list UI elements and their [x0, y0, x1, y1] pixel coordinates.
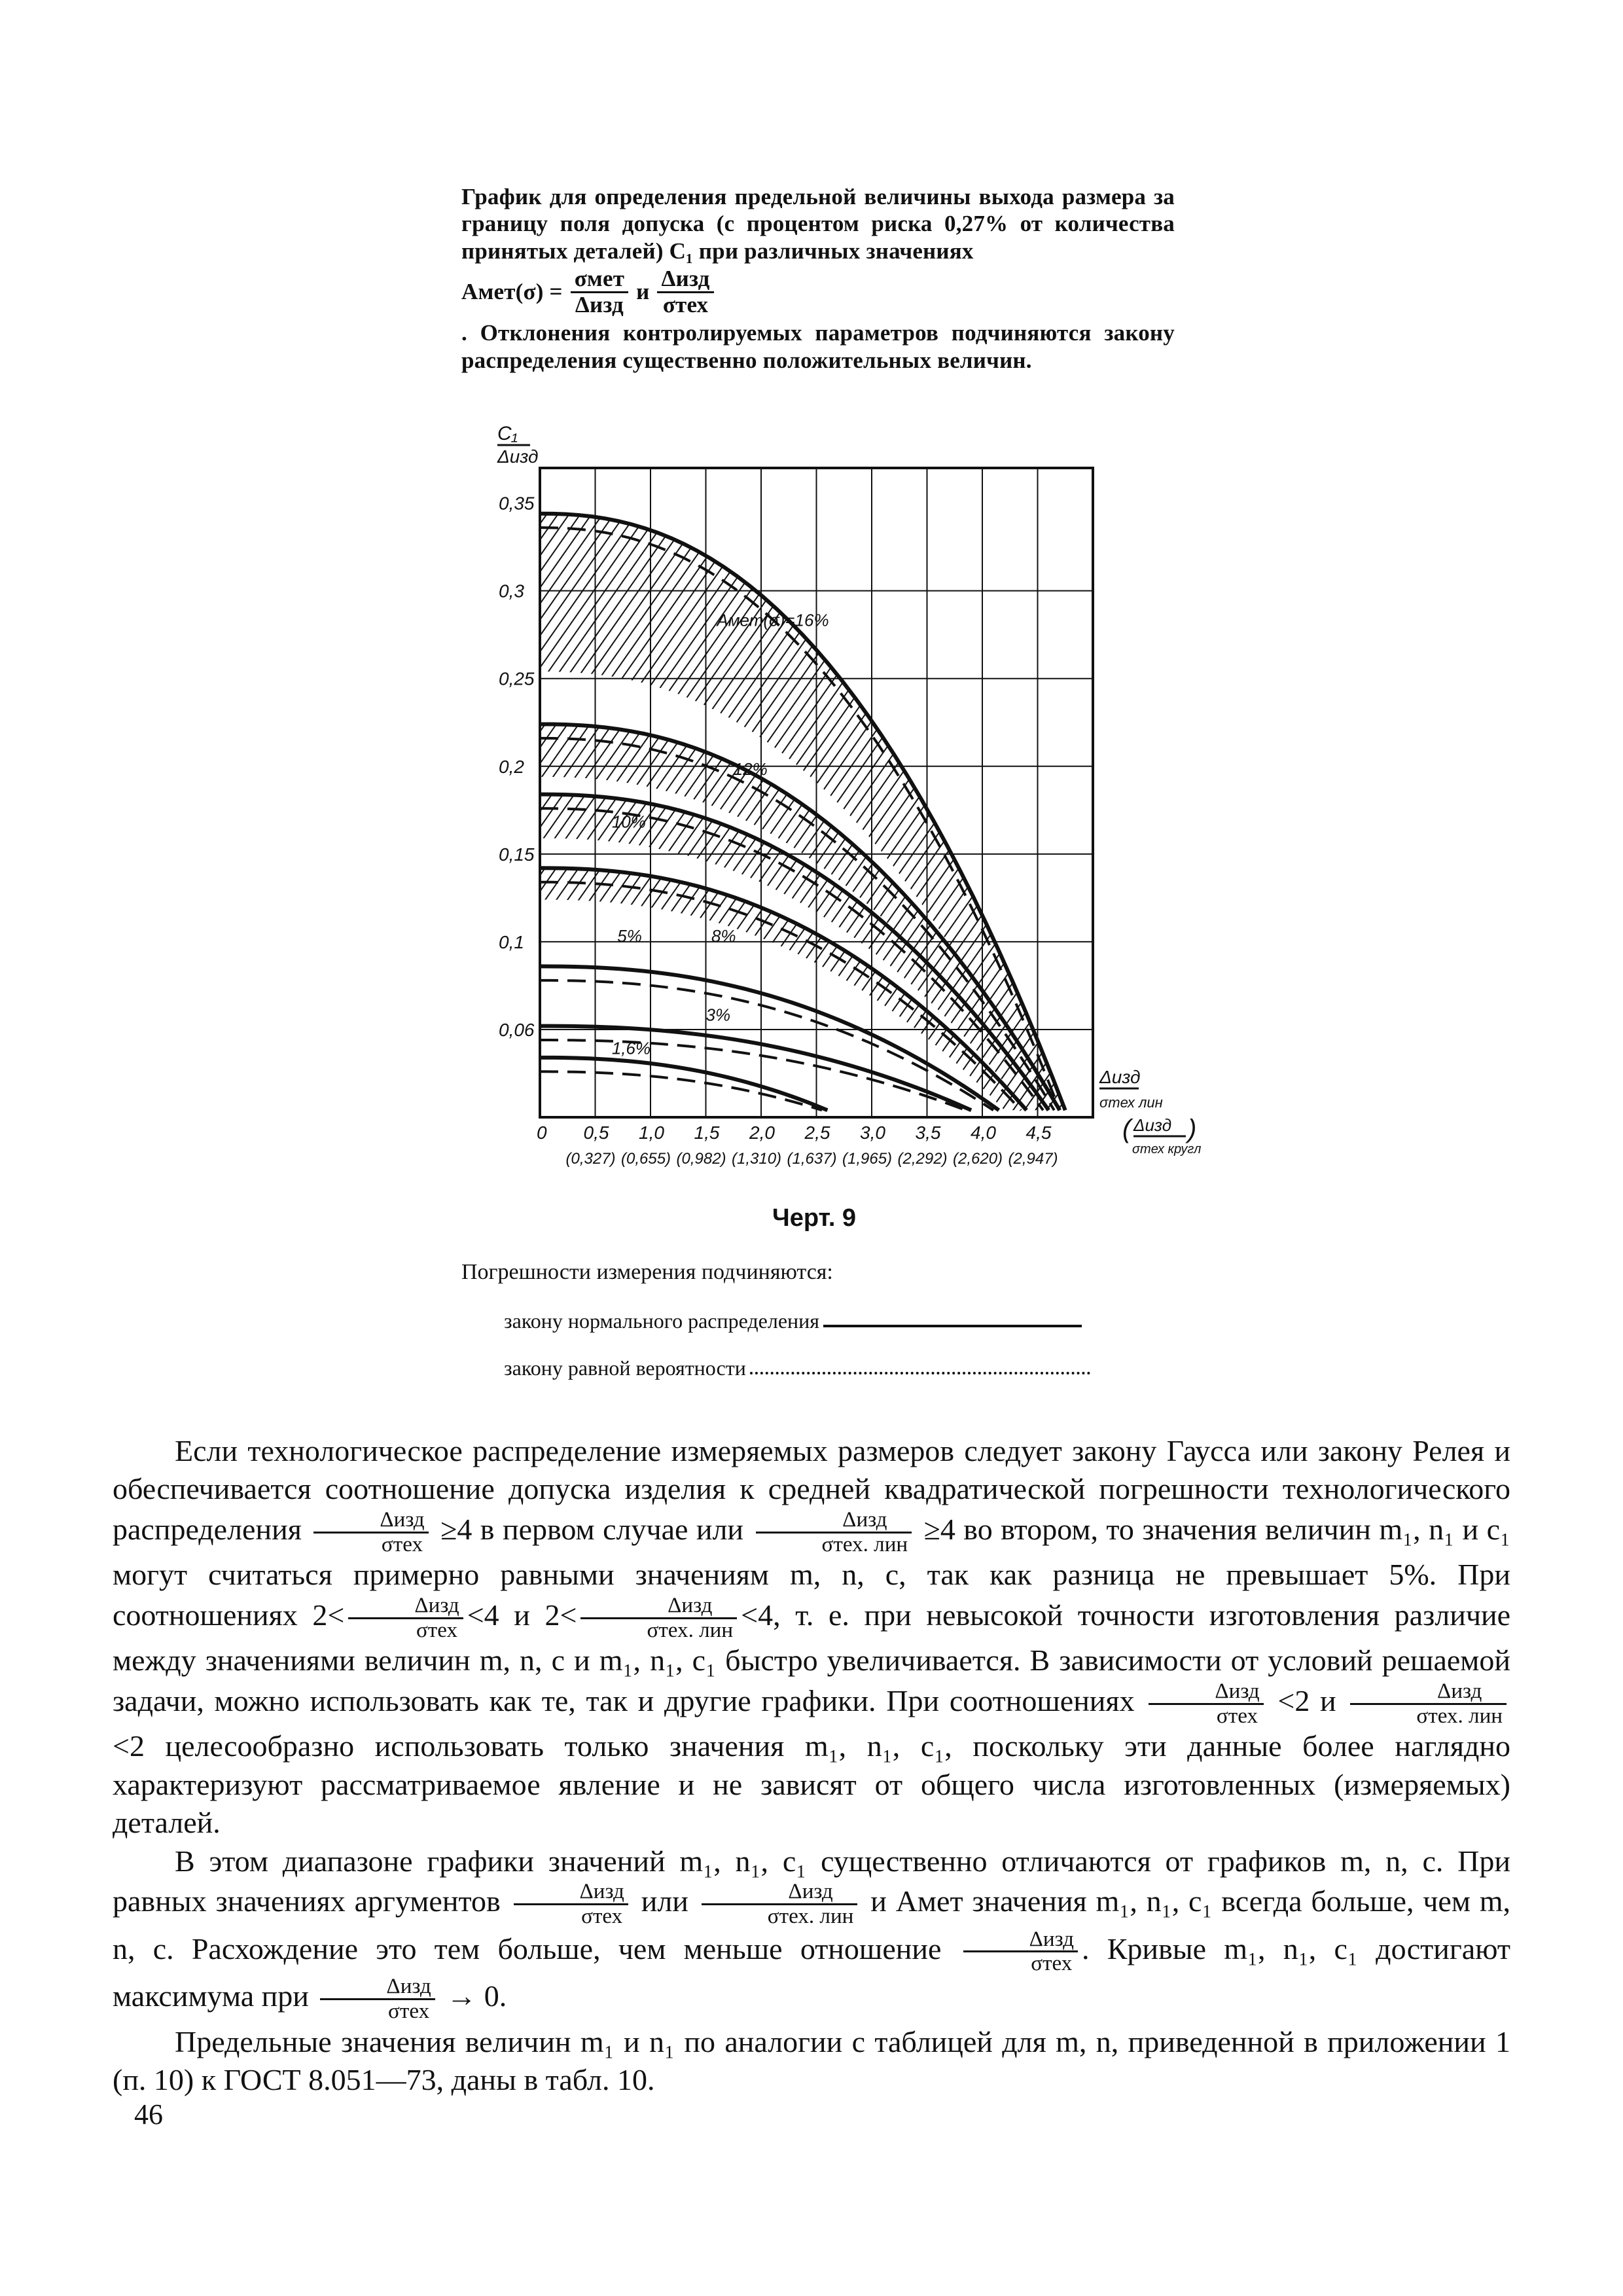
p1-fraction-2: $\frac{\text{Δизд}}{\text{σтех. лин}}$: [756, 1509, 912, 1556]
x-tick-label: 4,5: [1026, 1122, 1052, 1143]
x-tick-label: 1,0: [639, 1122, 664, 1143]
x-tick-label: 3,5: [915, 1122, 941, 1143]
p1-fraction-4: $\frac{\text{Δизд}}{\text{σтех. лин}}$: [580, 1594, 737, 1642]
y-tick-label: 0,15: [499, 844, 535, 865]
y-tick-label: 0,3: [499, 581, 524, 601]
x-tick-alt-label: (0,655): [621, 1150, 671, 1168]
legend-normal: [504, 1309, 1082, 1333]
caption-and: и: [636, 279, 650, 305]
y-tick-label: 0,2: [499, 756, 524, 777]
y-axis-title-den: Δизд: [497, 446, 539, 467]
x-tick-alt-label: (0,982): [676, 1150, 726, 1168]
x-tick-alt-labels: [566, 1150, 1058, 1168]
y-tick-label: 0,35: [499, 493, 535, 514]
curve-normal: [540, 1058, 827, 1110]
y-tick-labels: [499, 493, 535, 1040]
x-tick-label: 1,5: [694, 1122, 720, 1143]
x-tick-label: 2,5: [804, 1122, 830, 1143]
right-label-num: Δизд: [1099, 1067, 1141, 1087]
x-tick-alt-label: (1,310): [732, 1150, 782, 1168]
x-tick-label: 0: [537, 1122, 547, 1143]
p2-fraction-2: $\frac{\text{Δизд}}{\text{σтех. лин}}$: [702, 1880, 858, 1928]
paragraph-3: Предельные значения величин m₁ и n₁ по аналогии с таблицей для m, n, приведенной в приложении 1 (п. 10) к ГОСТ 8.051—73, даны в табл. 10.: [113, 2024, 1510, 2097]
x-tick-alt-label: (2,947): [1008, 1150, 1058, 1168]
legend-normal-label: закону нормального распределения: [504, 1309, 819, 1333]
p2-fraction-1: $\frac{\text{Δизд}}{\text{σтех}}$: [514, 1880, 628, 1928]
x-tick-alt-label: (1,637): [787, 1150, 837, 1168]
legend-heading: Погрешности измерения подчиняются:: [461, 1260, 833, 1284]
curve-label: 10%: [611, 812, 646, 832]
bottom-axis-label: [1122, 1115, 1201, 1157]
curve-label: 12%: [733, 759, 768, 780]
curve-normal: [540, 1026, 971, 1111]
caption-fraction-1: $\frac{\text{σмет}}{\text{Δизд}}$: [571, 267, 628, 317]
x-tick-label: 2,0: [749, 1122, 775, 1143]
paragraph-2: В этом диапазоне графики значений m₁, n₁, c₁ существенно отличаются от графиков m, n, c. При равных значениях аргументов $\frac{\text{Δизд}}{\text{σтех}}$ или $\frac{\text{Δизд}}{\text{σтех. лин}}$ и Aмет значения m₁, n₁, c₁ всегда больше, чем m, n, c. Расхождение это тем больше, чем меньше отношение $\frac{\text{Δизд}}{\text{σтех}}$ . Кривые m₁, n₁, c₁ достигают максимума при $\frac{\text{Δизд}}{\text{σтех}}$ → 0.: [113, 1844, 1511, 2023]
caption-line-1: График для определения предельной величины выхода размера за границу поля допуска (с процентом риска 0,27% от количества принятых деталей) C₁ при различных значениях: [461, 184, 1175, 264]
x-tick-alt-label: (2,292): [897, 1150, 948, 1168]
right-axis-label: [1099, 1067, 1163, 1111]
x-tick-label: 3,0: [860, 1122, 885, 1143]
legend-solid-line: [823, 1325, 1082, 1327]
p1-fraction-5: $\frac{\text{Δизд}}{\text{σтех}}$: [1149, 1680, 1263, 1728]
legend-dotted-line: [750, 1372, 1090, 1374]
figure-title: Черт. 9: [772, 1204, 857, 1232]
y-axis-title: [497, 423, 539, 467]
p1-fraction-6: $\frac{\text{Δизд}}{\text{σтех. лин}}$: [1350, 1680, 1507, 1728]
svg-text:): ): [1188, 1115, 1197, 1143]
bottom-label-num: Δизд: [1133, 1115, 1172, 1135]
y-tick-label: 0,1: [499, 931, 524, 952]
x-tick-label: 4,0: [971, 1122, 996, 1143]
bottom-label-den: σтех кругл: [1132, 1142, 1202, 1157]
right-label-den: σтех лин: [1099, 1094, 1163, 1111]
legend-uniform: [504, 1356, 1090, 1380]
legend-uniform-label: закону равной вероятности: [504, 1356, 746, 1380]
curve-label: Aмет(σ)=16%: [717, 610, 829, 630]
x-tick-alt-label: (0,327): [565, 1150, 616, 1168]
curve-label: 1,6%: [611, 1038, 651, 1058]
x-tick-alt-label: (1,965): [842, 1150, 893, 1168]
body-text: [113, 1432, 1510, 2099]
y-tick-label: 0,06: [499, 1019, 535, 1040]
curve-label: 3%: [705, 1005, 731, 1025]
p2-fraction-3: $\frac{\text{Δизд}}{\text{σтех}}$: [963, 1928, 1078, 1976]
paragraph-1: Если технологическое распределение измеряемых размеров следует закону Гаусса или закону Релея и обеспечивается соотношение допуска изделия к средней квадратической погрешности технологического распределения $\frac{\text{Δизд}}{\text{σтех}}$ ≥4 в первом случае или $\frac{\text{Δизд}}{\text{σтех. лин}}$ ≥4 во втором, то значения величин m₁, n₁ и c₁ могут считаться примерно равными значениям m, n, c, так как разница не превышает 5%. При соотношениях 2< $\frac{\text{Δизд}}{\text{σтех}}$ <4 и 2< $\frac{\text{Δизд}}{\text{σтех. лин}}$ <4, т. е. при невысокой точности изготовления различие между значениями величин m, n, c и m₁, n₁, c₁ быстро увеличивается. В зависимости от условий решаемой задачи, можно использовать как те, так и другие графики. При соотношениях $\frac{\text{Δизд}}{\text{σтех}}$ <2 и $\frac{\text{Δизд}}{\text{σтех. лин}}$ <2 целесообразно использовать только значения m₁, n₁, c₁, поскольку эти данные более наглядно характеризуют рассматриваемое явление и не зависят от общего числа изготовленных (измеряемых) деталей.: [113, 1434, 1511, 1840]
page-number: 46: [134, 2098, 163, 2130]
x-tick-labels: [537, 1122, 1052, 1143]
svg-text:(: (: [1122, 1115, 1132, 1143]
caption-amet-lhs: Aмет(σ) =: [461, 279, 563, 305]
x-tick-label: 0,5: [583, 1122, 609, 1143]
caption-line-2: . Отклонения контролируемых параметров подчиняются закону распределения существенно положительных величин.: [461, 320, 1175, 373]
p1-fraction-1: $\frac{\text{Δизд}}{\text{σтех}}$: [313, 1509, 428, 1556]
y-axis-title-num: C₁: [497, 423, 518, 444]
x-tick-alt-label: (2,620): [953, 1150, 1003, 1168]
p1-fraction-3: $\frac{\text{Δизд}}{\text{σтех}}$: [348, 1594, 463, 1642]
y-tick-label: 0,25: [499, 668, 535, 689]
curve-label: 8%: [711, 925, 736, 946]
curve-label: 5%: [617, 925, 642, 946]
caption-fraction-2: $\frac{\text{Δизд}}{\text{σтех}}$: [657, 267, 713, 317]
p2-fraction-4: $\frac{\text{Δизд}}{\text{σтех}}$: [320, 1975, 435, 2023]
